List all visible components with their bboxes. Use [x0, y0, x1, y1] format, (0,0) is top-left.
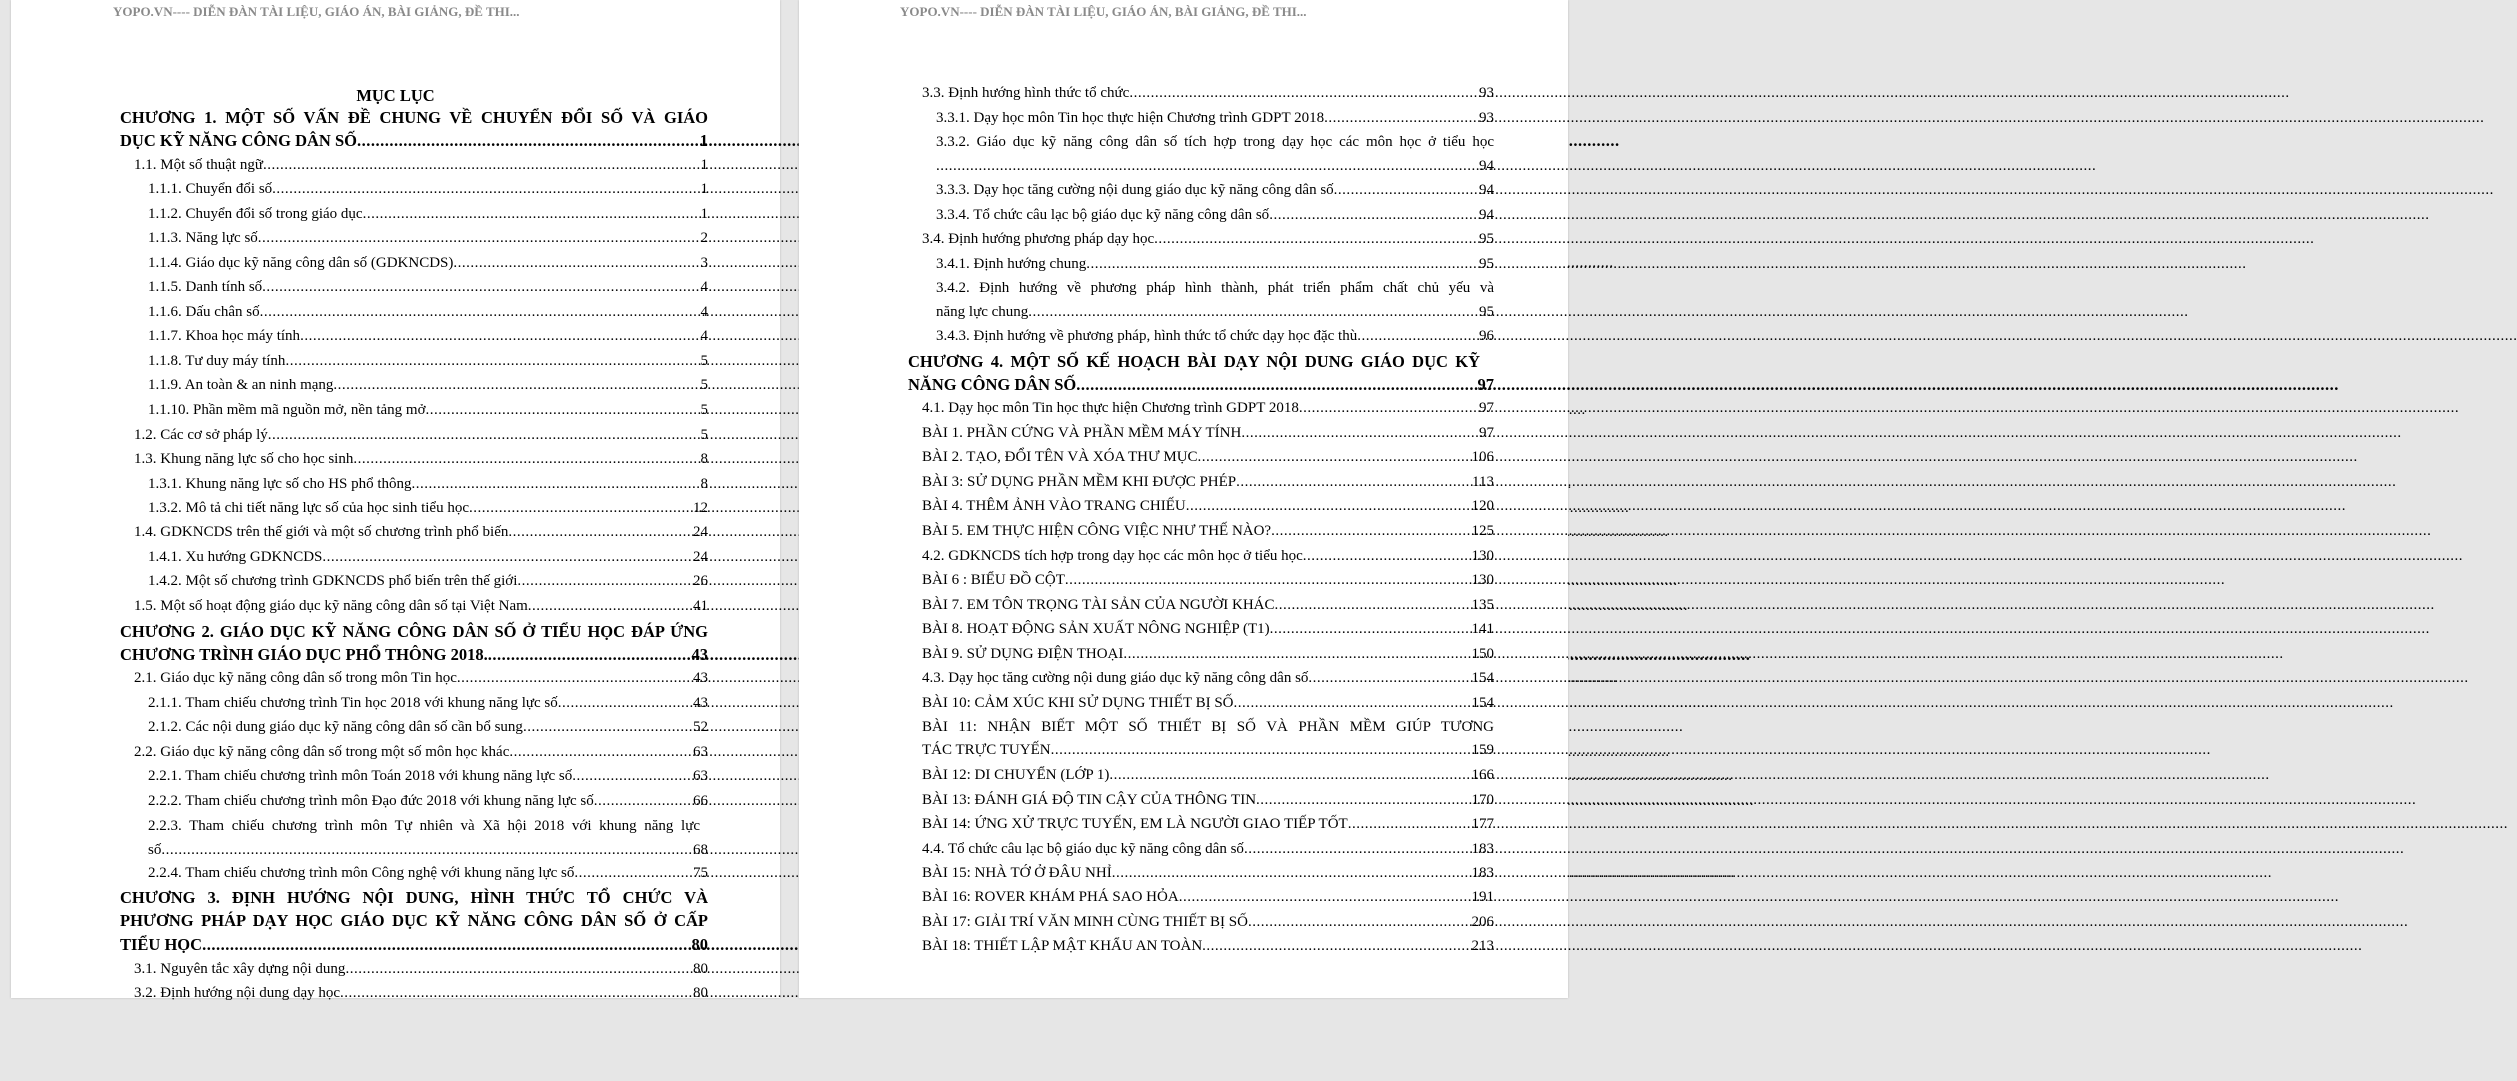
toc-page-number: 93 — [1479, 85, 1494, 101]
toc-leader-dots — [1275, 594, 1471, 617]
toc-page-number: 8 — [700, 451, 708, 467]
left-toc-entry — [120, 909, 708, 932]
toc-entry-text: 4.3. Dạy học tăng cường nội dung giáo dục kỹ năng công dân số — [922, 670, 1309, 686]
toc-entry-text: TIỂU HỌC — [120, 935, 203, 954]
toc-page-number: 80 — [691, 935, 708, 954]
right-toc-entry — [936, 204, 1494, 227]
toc-entry-text: BÀI 10: CẢM XÚC KHI SỬ DỤNG THIẾT BỊ SỐ — [922, 695, 1234, 711]
right-toc-entry — [922, 618, 1494, 641]
toc-leader-dots — [1129, 82, 1478, 105]
toc-leader-dots — [161, 839, 692, 862]
toc-entry-text: BÀI 15: NHÀ TỚ Ở ĐÂU NHỈ — [922, 865, 1112, 881]
toc-entry-text: 2.1.2. Các nội dung giáo dục kỹ năng công dân số cần bổ sung — [148, 719, 523, 735]
toc-leader-dots — [1299, 397, 1478, 420]
toc-page-number: 63 — [693, 744, 708, 760]
left-toc-entry — [148, 497, 708, 520]
toc-leader-dots — [936, 155, 1478, 178]
left-toc-entry — [134, 958, 708, 981]
right-toc-entry — [908, 373, 1494, 396]
right-toc-entry — [922, 569, 1494, 592]
toc-leader-dots — [1065, 569, 1471, 592]
toc-entry-text: 1.5. Một số hoạt động giáo dục kỹ năng công dân số tại Việt Nam — [134, 598, 528, 614]
toc-entry-text: CHƯƠNG TRÌNH GIÁO DỤC PHỔ THÔNG 2018. — [120, 645, 488, 664]
toc-page-number: 1 — [700, 157, 708, 173]
toc-page-number: 183 — [1471, 865, 1494, 881]
toc-leader-dots — [258, 227, 700, 250]
document-page-right — [799, 0, 1568, 998]
toc-leader-dots — [1256, 789, 1470, 812]
toc-leader-dots — [1303, 545, 1471, 568]
toc-leader-dots — [1334, 179, 1478, 202]
toc-page-number: 4 — [700, 328, 708, 344]
toc-page-number: 1 — [700, 181, 708, 197]
toc-entry-text: BÀI 8. HOẠT ĐỘNG SẢN XUẤT NÔNG NGHIỆP (T1) — [922, 621, 1270, 637]
toc-entry-text: BÀI 9. SỬ DỤNG ĐIỆN THOẠI — [922, 646, 1124, 662]
toc-leader-dots — [1198, 446, 1471, 469]
toc-page-number: 41 — [693, 598, 708, 614]
toc-page-number: 95 — [1479, 256, 1494, 272]
left-toc-entry — [148, 374, 708, 397]
toc-leader-dots — [457, 667, 692, 690]
toc-leader-dots — [572, 765, 692, 788]
toc-entry-text: BÀI 18: THIẾT LẬP MẬT KHẨU AN TOÀN — [922, 938, 1203, 954]
toc-page-number: 206 — [1471, 914, 1494, 930]
toc-page-number: 97 — [1479, 425, 1494, 441]
toc-entry-text: CHƯƠNG 2. GIÁO DỤC KỸ NĂNG CÔNG DÂN SỐ Ở TIỂU HỌC ĐÁP ỨNG — [120, 622, 708, 641]
toc-entry-text: số — [148, 842, 162, 858]
toc-leader-dots — [594, 790, 692, 813]
toc-page-number: 43 — [693, 695, 708, 711]
toc-entry-text: 3.4. Định hướng phương pháp dạy học — [922, 231, 1155, 247]
toc-leader-dots — [353, 448, 699, 471]
right-toc-entry — [922, 643, 1494, 666]
toc-entry-text: BÀI 13: ĐÁNH GIÁ ĐỘ TIN CẬY CỦA THÔNG TIN — [922, 792, 1257, 808]
right-toc-entry — [922, 716, 1494, 739]
toc-entry-text: 1.2. Các cơ sở pháp lý — [134, 427, 268, 443]
toc-leader-dots — [558, 692, 692, 715]
toc-page-number: 177 — [1471, 816, 1494, 832]
toc-entry-text: CHƯƠNG 4. MỘT SỐ KẾ HOẠCH BÀI DẠY NỘI DUNG GIÁO DỤC KỸ — [908, 352, 1480, 371]
toc-leader-dots — [1308, 667, 1470, 690]
toc-leader-dots — [260, 301, 700, 324]
toc-entry-text: BÀI 4. THÊM ẢNH VÀO TRANG CHIẾU — [922, 498, 1186, 514]
page-header: YOPO.VN---- DIỄN ĐÀN TÀI LIỆU, GIÁO ÁN, BÀI GIẢNG, ĐỀ THI... — [113, 4, 520, 19]
toc-leader-dots — [1357, 325, 1478, 348]
toc-leader-dots — [1270, 618, 1471, 641]
toc-leader-dots — [469, 497, 692, 520]
toc-entry-text: 1.1.1. Chuyển đổi số — [148, 181, 273, 197]
toc-entry-text: 3.4.1. Định hướng chung — [936, 256, 1087, 272]
toc-leader-dots — [363, 203, 700, 226]
toc-entry-text: 3.4.3. Định hướng về phương pháp, hình thức tổ chức dạy học đặc thù — [936, 328, 1358, 344]
toc-entry-text: 4.1. Dạy học môn Tin học thực hiện Chương trình GDPT 2018 — [922, 400, 1299, 416]
toc-entry-text: 4.4. Tổ chức câu lạc bộ giáo dục kỹ năng công dân số — [922, 841, 1244, 857]
left-toc-entry — [134, 521, 708, 544]
toc-leader-dots — [508, 521, 692, 544]
toc-page-number: 5 — [700, 353, 708, 369]
toc-page-number: 106 — [1471, 449, 1494, 465]
right-toc-entry — [922, 862, 1494, 885]
toc-leader-dots — [272, 178, 699, 201]
left-toc-entry — [134, 154, 708, 177]
toc-entry-text: 1.1.8. Tư duy máy tính — [148, 353, 286, 369]
left-toc-entry — [134, 982, 708, 1005]
toc-entry-text: 3.2. Định hướng nội dung dạy học — [134, 985, 341, 1001]
right-toc-entry — [922, 495, 1494, 518]
document-page-left — [11, 0, 780, 1001]
right-toc-entry — [922, 422, 1494, 445]
toc-page-number: 154 — [1471, 695, 1494, 711]
toc-entry-text: BÀI 12: DI CHUYỂN (LỚP 1) — [922, 767, 1110, 783]
left-toc-entry — [120, 620, 708, 643]
toc-entry-text: 1.3.2. Mô tả chi tiết năng lực số của học sinh tiểu học — [148, 500, 469, 516]
toc-entry-text: 1.3. Khung năng lực số cho học sinh — [134, 451, 354, 467]
left-toc-entry — [148, 862, 708, 885]
toc-leader-dots — [1028, 301, 1478, 324]
toc-page-number: 166 — [1471, 767, 1494, 783]
toc-page-number: 97 — [1477, 375, 1494, 394]
right-toc-entry — [936, 325, 1494, 348]
toc-leader-dots — [345, 958, 692, 981]
toc-page-number: 75 — [693, 865, 708, 881]
toc-page-number: 8 — [700, 476, 708, 492]
toc-page-number: 159 — [1471, 742, 1494, 758]
right-toc-entry — [936, 253, 1494, 276]
toc-leader-dots — [1076, 373, 1476, 396]
right-toc-entry — [922, 667, 1494, 690]
right-toc-entry — [922, 838, 1494, 861]
toc-page-number: 24 — [693, 524, 708, 540]
right-toc-entry — [922, 397, 1494, 420]
toc-leader-dots — [1109, 764, 1470, 787]
toc-page-number: 5 — [700, 427, 708, 443]
toc-entry-text: 3.3. Định hướng hình thức tổ chức — [922, 85, 1130, 101]
toc-leader-dots — [202, 933, 690, 956]
toc-leader-dots — [1051, 739, 1471, 762]
toc-leader-dots — [300, 325, 699, 348]
toc-entry-text: 3.4.2. Định hướng về phương pháp hình thành, phát triển phẩm chất chủ yếu và — [936, 280, 1494, 296]
right-toc-entry — [922, 82, 1494, 105]
toc-leader-dots — [412, 473, 700, 496]
toc-entry-text: 3.1. Nguyên tắc xây dựng nội dung — [134, 961, 346, 977]
right-toc-entry — [922, 692, 1494, 715]
toc-page-number: 5 — [700, 402, 708, 418]
right-toc-entry — [922, 545, 1494, 568]
toc-entry-text: 1.1.3. Năng lực số — [148, 230, 258, 246]
toc-entry-text: 2.2.2. Tham chiếu chương trình môn Đạo đức 2018 với khung năng lực số — [148, 793, 594, 809]
right-toc-entry — [922, 520, 1494, 543]
toc-entry-text: NĂNG CÔNG DÂN SỐ — [908, 375, 1077, 394]
toc-leader-dots — [1271, 520, 1470, 543]
right-toc-entry — [922, 886, 1494, 909]
toc-page-number: 66 — [693, 793, 708, 809]
right-toc-entry — [936, 277, 1494, 300]
left-toc-entry — [148, 546, 708, 569]
left-toc-entry — [148, 178, 708, 201]
toc-entry-text: 3.3.3. Dạy học tăng cường nội dung giáo dục kỹ năng công dân số — [936, 182, 1334, 198]
toc-page-number: 12 — [693, 500, 708, 516]
toc-entry-text: BÀI 11: NHẬN BIẾT MỘT SỐ THIẾT BỊ SỐ VÀ PHẦN MỀM GIÚP TƯƠNG — [922, 719, 1494, 735]
toc-page-number: 130 — [1471, 548, 1494, 564]
toc-leader-dots — [1202, 935, 1470, 958]
toc-title: MỤC LỤC — [356, 86, 435, 105]
toc-page-number: 154 — [1471, 670, 1494, 686]
toc-entry-text: BÀI 1. PHẦN CỨNG VÀ PHẦN MỀM MÁY TÍNH — [922, 425, 1242, 441]
toc-leader-dots — [528, 595, 692, 618]
left-toc-entry — [148, 815, 700, 838]
left-toc-entry — [134, 595, 708, 618]
left-toc-entry — [120, 106, 708, 129]
left-toc-entry — [148, 839, 708, 862]
toc-page-number: 43 — [693, 670, 708, 686]
toc-leader-dots — [1123, 643, 1470, 666]
toc-entry-text: BÀI 16: ROVER KHÁM PHÁ SAO HỎA — [922, 889, 1179, 905]
left-toc-entry — [148, 252, 708, 275]
right-toc-entry — [908, 350, 1480, 373]
toc-leader-dots — [1241, 422, 1478, 445]
left-toc-entry — [134, 424, 708, 447]
toc-page-number: 3 — [700, 255, 708, 271]
toc-leader-dots — [574, 862, 692, 885]
right-toc-entry — [936, 155, 1494, 178]
toc-leader-dots — [333, 374, 699, 397]
toc-entry-text: CHƯƠNG 1. MỘT SỐ VẤN ĐỀ CHUNG VỀ CHUYỂN ĐỔI SỐ VÀ GIÁO — [120, 108, 708, 127]
toc-leader-dots — [1324, 107, 1478, 130]
toc-page-number: 80 — [693, 985, 708, 1001]
toc-page-number: 5 — [700, 377, 708, 393]
toc-page-number: 135 — [1471, 597, 1494, 613]
left-toc-entry — [148, 350, 708, 373]
toc-leader-dots — [523, 716, 692, 739]
right-toc-entry — [922, 739, 1494, 762]
toc-entry-text: 2.2.4. Tham chiếu chương trình môn Công nghệ với khung năng lực số — [148, 865, 575, 881]
left-toc-entry — [120, 129, 708, 152]
right-toc-entry — [922, 789, 1494, 812]
toc-page-number: 125 — [1471, 523, 1494, 539]
left-toc-entry — [120, 933, 708, 956]
toc-leader-dots — [1244, 838, 1471, 861]
toc-entry-text: 1.1.4. Giáo dục kỹ năng công dân số (GDKNCDS) — [148, 255, 454, 271]
toc-entry-text: 3.3.2. Giáo dục kỹ năng công dân số tích hợp trong dạy học các môn học ở tiểu học — [936, 134, 1494, 150]
toc-entry-text: 2.1.1. Tham chiếu chương trình Tin học 2018 với khung năng lực số — [148, 695, 558, 711]
toc-page-number: 94 — [1479, 207, 1494, 223]
toc-leader-dots — [517, 570, 692, 593]
toc-entry-text: 1.1.5. Danh tính số — [148, 279, 263, 295]
toc-page-number: 1 — [699, 131, 708, 150]
toc-entry-text: BÀI 5. EM THỰC HIỆN CÔNG VIỆC NHƯ THẾ NÀO? — [922, 523, 1272, 539]
toc-leader-dots — [1086, 253, 1478, 276]
toc-leader-dots — [262, 276, 699, 299]
toc-page-number: 52 — [693, 719, 708, 735]
toc-entry-text: BÀI 3: SỬ DỤNG PHẦN MỀM KHI ĐƯỢC PHÉP — [922, 474, 1237, 490]
toc-leader-dots — [1186, 495, 1471, 518]
toc-leader-dots — [1269, 204, 1478, 227]
toc-page-number: 4 — [700, 279, 708, 295]
toc-page-number: 170 — [1471, 792, 1494, 808]
toc-page-number: 130 — [1471, 572, 1494, 588]
toc-leader-dots — [357, 129, 699, 152]
page-header: YOPO.VN---- DIỄN ĐÀN TÀI LIỆU, GIÁO ÁN, BÀI GIẢNG, ĐỀ THI... — [900, 4, 1307, 19]
toc-page-number: 150 — [1471, 646, 1494, 662]
toc-page-number: 80 — [693, 961, 708, 977]
left-toc-entry — [120, 643, 708, 666]
toc-page-number: 191 — [1471, 889, 1494, 905]
left-toc-entry — [148, 203, 708, 226]
toc-entry-text: 3.3.4. Tổ chức câu lạc bộ giáo dục kỹ năng công dân số — [936, 207, 1270, 223]
toc-entry-text: 1.1.10. Phần mềm mã nguồn mở, nền tảng mở — [148, 402, 426, 418]
toc-leader-dots — [1348, 813, 1471, 836]
toc-leader-dots — [453, 252, 699, 275]
toc-entry-text: 2.1. Giáo dục kỹ năng công dân số trong môn Tin học — [134, 670, 457, 686]
left-toc-entry — [134, 741, 708, 764]
toc-entry-text: BÀI 14: ỨNG XỬ TRỰC TUYẾN, EM LÀ NGƯỜI GIAO TIẾP TỐT — [922, 816, 1348, 832]
toc-leader-dots — [285, 350, 699, 373]
right-toc-entry — [936, 301, 1494, 324]
left-toc-entry — [148, 276, 708, 299]
left-toc-entry — [148, 301, 708, 324]
toc-page-number: 26 — [693, 573, 708, 589]
right-toc-entry — [936, 131, 1494, 154]
right-toc-entry — [922, 764, 1494, 787]
right-toc-entry — [922, 594, 1494, 617]
toc-entry-text: 1.1.6. Dấu chân số — [148, 304, 260, 320]
right-toc-entry — [922, 813, 1494, 836]
toc-entry-text: BÀI 6 : BIỂU ĐỒ CỘT — [922, 572, 1065, 588]
toc-entry-text: 1.1.9. An toàn & an ninh mạng — [148, 377, 334, 393]
toc-entry-text: 1.4. GDKNCDS trên thế giới và một số chương trình phổ biến — [134, 524, 509, 540]
toc-page-number: 68 — [693, 842, 708, 858]
toc-page-number: 113 — [1472, 474, 1494, 490]
toc-page-number: 96 — [1479, 328, 1494, 344]
toc-entry-text: PHƯƠNG PHÁP DẠY HỌC GIÁO DỤC KỸ NĂNG CÔNG DÂN SỐ Ở CẤP — [120, 911, 708, 930]
toc-page-number: 120 — [1471, 498, 1494, 514]
left-toc-entry — [148, 325, 708, 348]
toc-leader-dots — [322, 546, 692, 569]
right-toc-entry — [922, 228, 1494, 251]
toc-page-number: 93 — [1479, 110, 1494, 126]
toc-leader-dots — [488, 643, 691, 666]
left-toc-entry — [134, 667, 708, 690]
left-toc-entry — [148, 716, 708, 739]
right-toc-entry — [922, 446, 1494, 469]
toc-entry-text: 1.1.7. Khoa học máy tính — [148, 328, 301, 344]
toc-leader-dots — [509, 741, 692, 764]
left-toc-entry — [120, 886, 708, 909]
toc-entry-text: 3.3.1. Dạy học môn Tin học thực hiện Chương trình GDPT 2018 — [936, 110, 1325, 126]
toc-entry-text: BÀI 17: GIẢI TRÍ VĂN MINH CÙNG THIẾT BỊ SỐ — [922, 914, 1248, 930]
toc-entry-text: 1.1. Một số thuật ngữ — [134, 157, 263, 173]
toc-page-number: 1 — [700, 206, 708, 222]
left-toc-entry — [148, 692, 708, 715]
toc-entry-text: 1.4.2. Một số chương trình GDKNCDS phổ biến trên thế giới — [148, 573, 518, 589]
toc-entry-text: 2.2. Giáo dục kỹ năng công dân số trong một số môn học khác — [134, 744, 510, 760]
toc-page-number: 43 — [691, 645, 708, 664]
toc-page-number: 63 — [693, 768, 708, 784]
toc-leader-dots — [1248, 911, 1471, 934]
right-toc-entry — [936, 107, 1494, 130]
toc-leader-dots — [1154, 228, 1478, 251]
right-toc-entry — [922, 471, 1494, 494]
toc-entry-text: BÀI 2. TẠO, ĐỔI TÊN VÀ XÓA THƯ MỤC — [922, 449, 1198, 465]
toc-leader-dots — [1112, 862, 1471, 885]
toc-entry-text: BÀI 7. EM TÔN TRỌNG TÀI SẢN CỦA NGƯỜI KHÁC — [922, 597, 1275, 613]
toc-page-number: 95 — [1479, 304, 1494, 320]
toc-page-number: 24 — [693, 549, 708, 565]
toc-page-number: 97 — [1479, 400, 1494, 416]
left-toc-entry — [148, 570, 708, 593]
toc-page-number: 183 — [1471, 841, 1494, 857]
right-toc-entry — [922, 911, 1494, 934]
toc-leader-dots — [1179, 886, 1471, 909]
left-toc-entry — [134, 448, 708, 471]
toc-page-number: 94 — [1479, 158, 1494, 174]
toc-entry-text: CHƯƠNG 3. ĐỊNH HƯỚNG NỘI DUNG, HÌNH THỨC TỔ CHỨC VÀ — [120, 888, 708, 907]
left-toc-entry — [148, 227, 708, 250]
toc-leader-dots — [426, 399, 700, 422]
right-toc-entry — [936, 179, 1494, 202]
left-toc-entry — [148, 399, 708, 422]
toc-page-number: 2 — [700, 230, 708, 246]
left-toc-entry — [148, 765, 708, 788]
toc-leader-dots — [340, 982, 692, 1005]
toc-entry-text: năng lực chung — [936, 304, 1029, 320]
toc-leader-dots — [1236, 471, 1471, 494]
toc-page-number: 4 — [700, 304, 708, 320]
toc-page-number: 94 — [1479, 182, 1494, 198]
toc-entry-text: 2.2.3. Tham chiếu chương trình môn Tự nhiên và Xã hội 2018 với khung năng lực — [148, 818, 700, 834]
toc-entry-text: 1.4.1. Xu hướng GDKNCDS — [148, 549, 323, 565]
toc-entry-text: DỤC KỸ NĂNG CÔNG DÂN SỐ — [120, 131, 357, 150]
toc-entry-text: 4.2. GDKNCDS tích hợp trong dạy học các môn học ở tiểu học — [922, 548, 1303, 564]
left-toc-entry — [148, 790, 708, 813]
toc-page-number: 213 — [1471, 938, 1494, 954]
toc-leader-dots — [1234, 692, 1471, 715]
left-toc-entry — [148, 473, 708, 496]
toc-entry-text: 1.3.1. Khung năng lực số cho HS phổ thông — [148, 476, 412, 492]
toc-entry-text: TÁC TRỰC TUYẾN — [922, 742, 1051, 758]
toc-entry-text: 1.1.2. Chuyển đổi số trong giáo dục — [148, 206, 363, 222]
toc-entry-text: 2.2.1. Tham chiếu chương trình môn Toán 2018 với khung năng lực số — [148, 768, 573, 784]
toc-leader-dots — [268, 424, 700, 447]
toc-leader-dots — [263, 154, 700, 177]
toc-page-number: 141 — [1471, 621, 1494, 637]
toc-page-number: 95 — [1479, 231, 1494, 247]
right-toc-entry — [922, 935, 1494, 958]
